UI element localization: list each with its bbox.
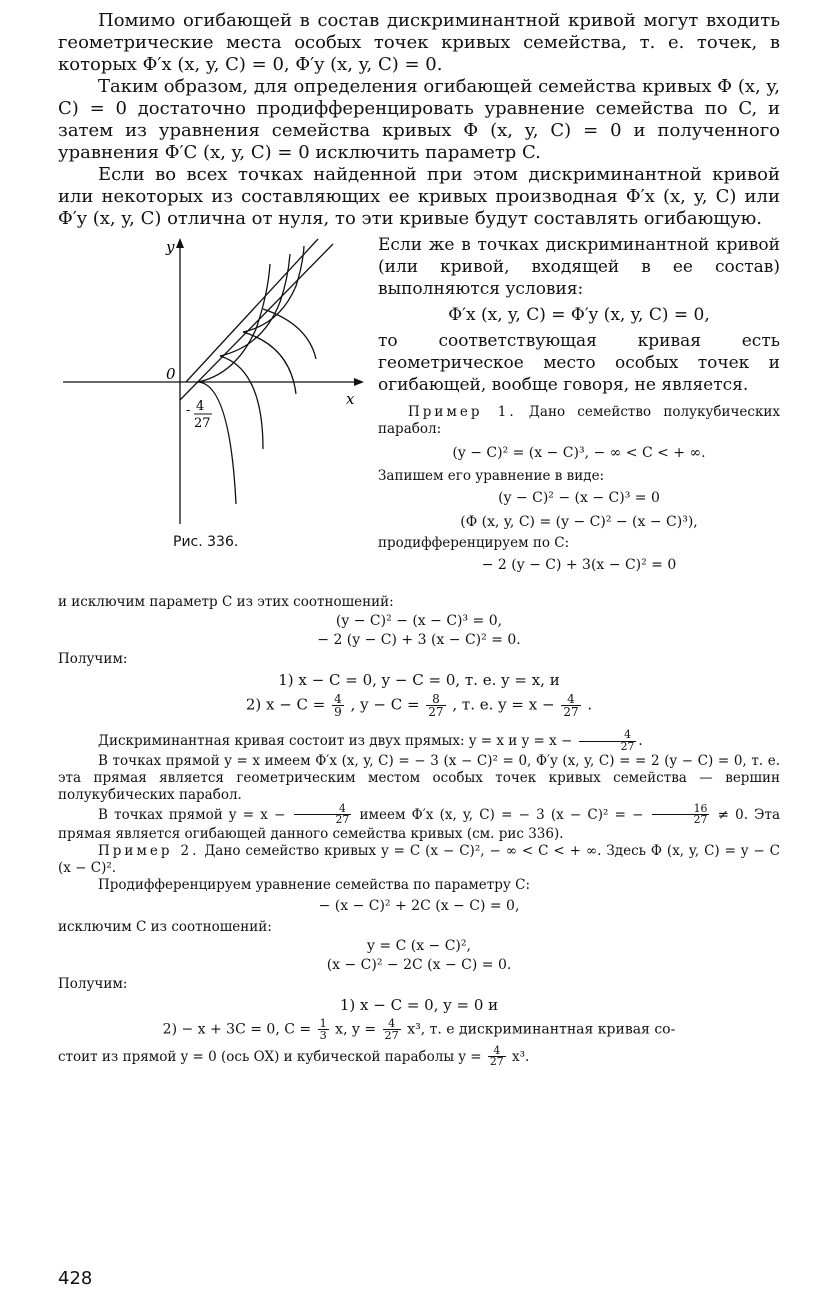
example-1-text: Дано семейство полукубических парабол:	[378, 404, 781, 437]
fraction-numerator: 8	[426, 693, 445, 706]
curve-2-upper	[220, 254, 290, 356]
fraction-denominator: 27	[428, 705, 444, 719]
example-1-diff: продифференцируем по C:	[378, 535, 570, 551]
page-number: 428	[58, 1268, 93, 1289]
paragraph-1: Помимо огибающей в состав дискриминантной кривой могут входить геометрические места особых точек кривых семейства, т. е. точек, в которых Φ′x (x, y, C) = 0, Φ′y (x, y, C) = 0.	[58, 10, 780, 75]
example-1-equation-3: (Φ (x, y, C) = (y − C)² − (x − C)³),	[460, 514, 698, 530]
page-body	[58, 10, 780, 1068]
line-envelope-part-b: имеем Φ′x (x, y, C) = − 3 (x − C)² = −	[359, 806, 644, 823]
origin-label: 0	[166, 365, 176, 383]
result-2-3-part-a: стоит из прямой y = 0 (ось OX) и кубической параболы y =	[58, 1048, 482, 1065]
fraction-16-27	[652, 801, 710, 827]
fraction-numerator: 4	[561, 693, 580, 706]
result-1-2-part-b: , y − C =	[350, 695, 420, 714]
result-1-1: 1) x − C = 0, y − C = 0, т. е. y = x, и	[278, 671, 560, 689]
fraction-4-27-d	[383, 1018, 401, 1041]
fraction-8-27	[426, 693, 445, 718]
figure-section	[58, 234, 780, 594]
fraction-denominator: 27	[693, 813, 708, 827]
curve-1-upper	[198, 264, 270, 382]
fraction-denominator: 9	[334, 705, 342, 719]
exclude-2: исключим C из соотношений:	[58, 919, 272, 936]
fraction-denominator: 27	[335, 813, 350, 827]
fraction-4-27-c	[294, 801, 352, 827]
tick-label-minus: -	[186, 403, 191, 418]
paragraph-2: Таким образом, для определения огибающей семейства кривых Φ (x, y, C) = 0 достаточно продифференцировать уравнение семейства по C, и затем из уравнения семейства кривых Φ (x, y, C) = 0 и полученного уравнения Φ′C (x, y, C) = 0 исключить параметр C.	[58, 76, 780, 163]
x-label: x	[346, 390, 355, 408]
system-1-b: − 2 (y − C) + 3 (x − C)² = 0.	[317, 632, 521, 648]
fraction-numerator: 1	[319, 1017, 327, 1031]
result-1-2	[58, 693, 780, 718]
fraction-denominator: 3	[319, 1029, 327, 1043]
figure-caption: Рис. 336.	[173, 534, 239, 550]
system-1-a: (y − C)² − (x − C)³ = 0,	[335, 613, 503, 629]
fraction-numerator: 4	[294, 804, 352, 816]
example-2-intro	[58, 843, 780, 877]
y-arrow	[176, 238, 184, 248]
example-1-equation: (y − C)² = (x − C)³, − ∞ < C < + ∞.	[452, 445, 706, 461]
result-2-2-part-b: x, y =	[335, 1021, 377, 1038]
fraction-numerator: 4	[579, 730, 637, 742]
paragraph-3: Если во всех точках найденной при этом дискриминантной кривой или некоторых из составляющих ее кривых производная Φ′x (x, y, C) или Φ′y (x, y, C) отлична от нуля, то эти кривые будут составлять огибающую.	[58, 164, 780, 229]
result-2-2-part-a: 2) − x + 3C = 0, C =	[162, 1021, 312, 1038]
result-2-2	[58, 1018, 780, 1041]
line-envelope-part-a: В точках прямой y = x −	[98, 806, 286, 823]
discriminant-1-text: Дискриминантная кривая состоит из двух прямых: y = x и y = x −	[98, 732, 573, 749]
example-1-equation-2: (y − C)² − (x − C)³ = 0	[498, 490, 660, 506]
result-2-1: 1) x − C = 0, y = 0 и	[339, 996, 499, 1015]
result-2-3	[58, 1043, 780, 1069]
fraction-4-27-b	[579, 730, 637, 753]
line-y-equals-x	[186, 239, 318, 382]
tick-label-num: 4	[196, 399, 205, 414]
right-paragraph-1: Если же в точках дискриминантной кривой (или кривой, входящей в ее состав) выполняются условия:	[378, 235, 780, 299]
curve-4	[263, 309, 316, 359]
exclude-1: и исключим параметр C из этих соотношений:	[58, 594, 394, 610]
example-2-text: Дано семейство кривых y = C (x − C)², − ∞ < C < + ∞. Здесь Φ (x, y, C) = y − C (x − C)².	[58, 843, 781, 877]
x-arrow	[354, 378, 364, 386]
fraction-4-9	[332, 693, 344, 718]
fraction-denominator: 27	[489, 1055, 504, 1069]
lower-section	[58, 594, 780, 1068]
system-2-b: (x − C)² − 2C (x − C) = 0.	[326, 957, 512, 974]
result-1-2-part-c: , т. е. y = x −	[452, 695, 555, 714]
example-1-write: Запишем его уравнение в виде:	[378, 468, 605, 484]
example-2-label: Пример 2.	[98, 843, 200, 860]
fraction-4-27	[561, 693, 580, 718]
result-1-2-part-a: 2) x − C =	[245, 695, 326, 714]
get-2: Получим:	[58, 976, 128, 993]
fraction-denominator: 27	[620, 739, 635, 753]
result-2-2-part-c: x³, т. е дискриминантная кривая со-	[407, 1021, 676, 1038]
fraction-4-27-e	[488, 1043, 506, 1069]
line-envelope-paragraph	[58, 801, 781, 844]
example-2-equation-1: − (x − C)² + 2C (x − C) = 0,	[318, 898, 520, 915]
system-2-a: y = C (x − C)²,	[367, 938, 471, 955]
result-1-2-part-d: .	[587, 695, 593, 714]
fraction-denominator: 27	[384, 1029, 399, 1043]
line-envelope	[180, 244, 333, 400]
example-1-label: Пример 1.	[408, 404, 517, 420]
fraction-1-3	[318, 1018, 329, 1041]
result-2-3-part-b: x³.	[511, 1048, 530, 1065]
curve-3-upper	[243, 246, 304, 332]
get-1: Получим:	[58, 651, 128, 667]
line-envelope-part-c: ≠ 0. Эта прямая является огибающей данного семейства кривых (см. рис 336).	[58, 806, 781, 843]
fraction-numerator: 4	[383, 1018, 401, 1030]
figure-336	[58, 234, 368, 554]
discriminant-1	[58, 730, 780, 753]
fraction-numerator: 16	[652, 804, 710, 816]
discriminant-1-end: .	[638, 732, 643, 749]
tick-label-den: 27	[194, 416, 211, 431]
fraction-numerator: 4	[488, 1046, 506, 1058]
example-1-intro	[378, 404, 780, 438]
fraction-denominator: 27	[563, 705, 579, 719]
curve-2	[220, 356, 263, 449]
condition-equation: Φ′x (x, y, C) = Φ′y (x, y, C) = 0,	[448, 305, 710, 325]
right-column	[378, 234, 780, 578]
right-paragraph-2: то соответствующая кривая есть геометрическое место особых точек и огибающей, вообще говоря, не является.	[378, 331, 780, 395]
line-yx-paragraph: В точках прямой y = x имеем Φ′x (x, y, C) = − 3 (x − C)² = 0, Φ′y (x, y, C) = = 2 (y − C) = 0, т. е. эта прямая является геометрическим местом особых точек кривых семейства — вершин полукубических парабол.	[58, 752, 780, 803]
example-1-equation-4: − 2 (y − C) + 3(x − C)² = 0	[481, 557, 677, 573]
example-2-diff: Продифференцируем уравнение семейства по параметру C:	[98, 877, 531, 894]
y-label: y	[166, 238, 175, 256]
fraction-numerator: 4	[334, 692, 342, 706]
